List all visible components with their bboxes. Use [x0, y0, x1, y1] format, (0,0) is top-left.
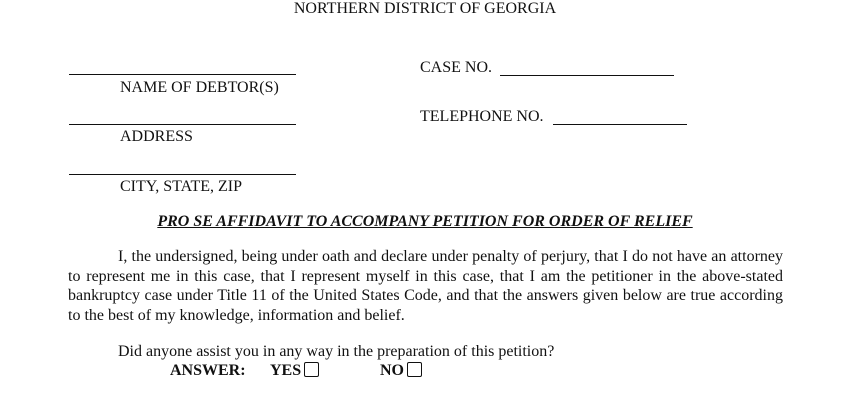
yes-checkbox[interactable]	[304, 362, 319, 377]
telephone-label: TELEPHONE NO.	[420, 108, 544, 125]
no-checkbox[interactable]	[407, 362, 422, 377]
city-state-zip-field[interactable]	[69, 174, 296, 175]
telephone-field[interactable]	[553, 124, 687, 125]
affidavit-paragraph: I, the undersigned, being under oath and declare under penalty of perjury, that I do not have an attorney to represent me in this case, that I represent myself in this case, that I am the petitioner in the above-stated bankruptcy case under Title 11 of the United States Code, and that the answers given below are true according to the best of my knowledge, information and belief.	[68, 248, 783, 324]
yes-option[interactable]	[270, 362, 319, 380]
case-no-field[interactable]	[500, 75, 674, 76]
debtor-name-label: NAME OF DEBTOR(S)	[120, 79, 279, 96]
address-field[interactable]	[69, 124, 296, 125]
affidavit-title: PRO SE AFFIDAVIT TO ACCOMPANY PETITION FOR ORDER OF RELIEF	[157, 213, 693, 230]
case-no-label: CASE NO.	[420, 59, 493, 76]
address-label: ADDRESS	[120, 128, 193, 145]
answer-label: ANSWER:	[170, 362, 246, 379]
assistance-question: Did anyone assist you in any way in the preparation of this petition?	[118, 343, 555, 360]
district-heading: NORTHERN DISTRICT OF GEORGIA	[293, 0, 557, 17]
debtor-name-field[interactable]	[69, 74, 296, 75]
yes-label: YES	[270, 362, 302, 379]
no-label: NO	[380, 362, 404, 379]
city-state-zip-label: CITY, STATE, ZIP	[120, 178, 242, 195]
no-option[interactable]	[380, 362, 422, 380]
